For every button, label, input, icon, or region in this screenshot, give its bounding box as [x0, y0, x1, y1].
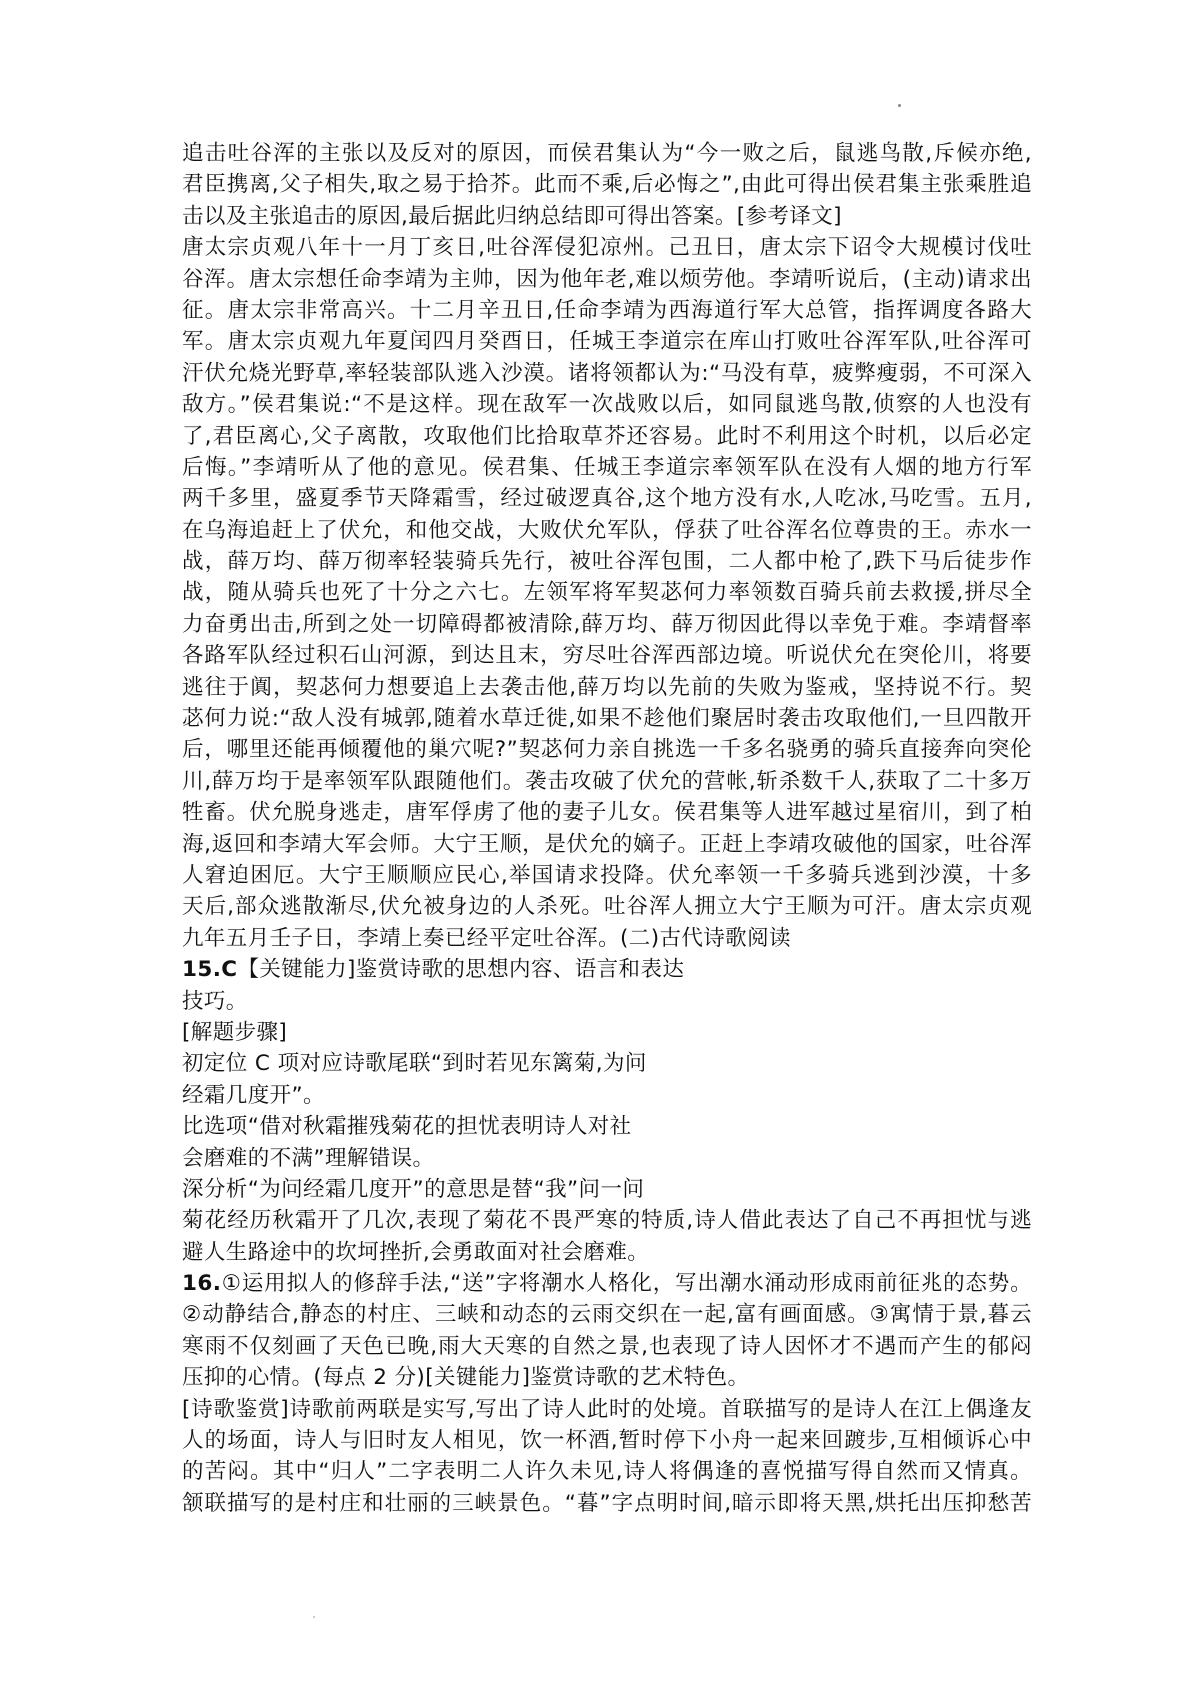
text-line: 人的场面，诗人与旧时友人相见，饮一杯酒,暂时停下小舟一起来回踱步,互相倾诉心中	[182, 1428, 1032, 1454]
text-line: 征。唐太宗非常高兴。十二月辛丑日,任命李靖为西海道行军大总管，指挥调度各路大	[182, 297, 1032, 323]
text-line	[182, 954, 1032, 985]
text-line: 唐太宗贞观八年十一月丁亥日,吐谷浑侵犯凉州。己丑日，唐太宗下诏令大规模讨伐吐	[182, 235, 1032, 261]
text-line: 比选项“借对秋霜摧残菊花的担忧表明诗人对社	[182, 1114, 632, 1140]
text-line: 逃往于阗，契苾何力想要追上去袭击他,薛万均以先前的失败为鉴戒，坚持说不行。契	[182, 674, 1032, 700]
text-line: 君臣携离,父子相失,取之易于拾芥。此而不乘,后必悔之”,由此可得出侯君集主张乘胜追	[182, 172, 1032, 198]
document-body	[182, 138, 1032, 1519]
text-line: 深分析“为问经霜几度开”的意思是替“我”问一问	[182, 1176, 645, 1202]
text-line: 菊花经历秋霜开了几次,表现了菊花不畏严寒的特质,诗人借此表达了自己不再担忧与逃	[182, 1208, 1032, 1234]
text-line: 敌方。”侯君集说:“不是这样。现在敌军一次战败以后，如同鼠逃鸟散,侦察的人也没有	[182, 392, 1032, 418]
text-line: 后，哪里还能再倾覆他的巢穴呢?”契苾何力亲自挑选一千多名骁勇的骑兵直接奔向突伦	[182, 737, 1032, 763]
text-line: 战，随从骑兵也死了十分之六七。左领军将军契苾何力率领数百骑兵前去救援,拼尽全	[182, 580, 1032, 606]
text-line: 力奋勇出击,所到之处一切障碍都被清除,薛万均、薛万彻因此得以幸免于难。李靖督率	[182, 611, 1032, 637]
text-line: 的苦闷。其中“归人”二字表明二人许久未见,诗人将偶逢的喜悦描写得自然而又情真。	[182, 1459, 1032, 1485]
text-line: 追击吐谷浑的主张以及反对的原因，而侯君集认为“今一败之后，鼠逃鸟散,斥候亦绝,	[182, 141, 1032, 166]
line-text: 【关键能力]鉴赏诗歌的思想内容、语言和表达	[237, 957, 685, 983]
text-line: 经霜几度开”。	[182, 1082, 325, 1108]
text-line: 人窘迫困厄。大宁王顺顺应民心,举国请求投降。伏允率领一千多骑兵逃到沙漠，十多	[182, 862, 1032, 888]
text-line: 战，薛万均、薛万彻率轻装骑兵先行，被吐谷浑包围，二人都中枪了,跌下马后徒步作	[182, 549, 1032, 575]
text-line: 谷浑。唐太宗想任命李靖为主帅，因为他年老,难以烦劳他。李靖听说后，(主动)请求出	[182, 266, 1032, 292]
text-line: 在乌海追赶上了伏允，和他交战，大败伏允军队，俘获了吐谷浑名位尊贵的王。赤水一	[182, 517, 1032, 543]
text-line: 苾何力说:“敌人没有城郭,随着水草迁徙,如果不趁他们聚居时袭击攻取他们,一旦四散开	[182, 706, 1032, 732]
text-line: 海,返回和李靖大军会师。大宁王顺，是伏允的嫡子。正赶上李靖攻破他的国家，吐谷浑	[182, 831, 1032, 857]
text-line: 压抑的心情。(每点 2 分)[关键能力]鉴赏诗歌的艺术特色。	[182, 1365, 750, 1391]
text-line: 初定位 C 项对应诗歌尾联“到时若见东篱菊,为问	[182, 1051, 647, 1077]
question-number: 16.	[182, 1271, 222, 1297]
text-line: [诗歌鉴赏]诗歌前两联是实写,写出了诗人此时的处境。首联描写的是诗人在江上偶逢友	[182, 1396, 1032, 1422]
text-line: 会磨难的不满”理解错误。	[182, 1145, 435, 1171]
text-line: 击以及主张追击的原因,最后据此归纳总结即可得出答案。[参考译文]	[182, 203, 842, 229]
text-line: 寒雨不仅刻画了天色已晚,雨大天寒的自然之景,也表现了诗人因怀才不遇而产生的郁闷	[182, 1333, 1032, 1359]
text-line: 颔联描写的是村庄和壮丽的三峡景色。“暮”字点明时间,暗示即将天黑,烘托出压抑愁苦	[182, 1490, 1032, 1516]
line-text: ①运用拟人的修辞手法,“送”字将潮水人格化，写出潮水涌动形成雨前征兆的态势。	[221, 1271, 1032, 1297]
text-line: 各路军队经过积石山河源，到达且末，穷尽吐谷浑西部边境。听说伏允在突伦川，将要	[182, 643, 1032, 669]
text-line: 军。唐太宗贞观九年夏闰四月癸酉日，任城王李道宗在库山打败吐谷浑军队,吐谷浑可	[182, 329, 1032, 355]
text-line: 了,君臣离心,父子离散，攻取他们比拾取草芥还容易。此时不利用这个时机，以后必定	[182, 423, 1032, 449]
text-line	[182, 1268, 1032, 1299]
text-line: 天后,部众逃散渐尽,伏允被身边的人杀死。吐谷浑人拥立大宁王顺为可汗。唐太宗贞观	[182, 894, 1032, 920]
text-line: 牲畜。伏允脱身逃走，唐军俘虏了他的妻子儿女。侯君集等人进军越过星宿川，到了柏	[182, 800, 1032, 826]
text-line: 两千多里，盛夏季节天降霜雪，经过破逻真谷,这个地方没有水,人吃冰,马吃雪。五月,	[182, 486, 1032, 512]
text-line: ②动静结合,静态的村庄、三峡和动态的云雨交织在一起,富有画面感。③寓情于景,暮云	[182, 1302, 1032, 1328]
text-line: 川,薛万均于是率领军队跟随他们。袭击攻破了伏允的营帐,斩杀数千人,获取了二十多万	[182, 768, 1032, 794]
text-line: 后悔。”李靖听从了他的意见。侯君集、任城王李道宗率领军队在没有人烟的地方行军	[182, 454, 1032, 480]
text-line: 九年五月壬子日，李靖上奏已经平定吐谷浑。(二)古代诗歌阅读	[182, 925, 791, 951]
text-line: 技巧。	[182, 988, 248, 1014]
text-line: 避人生路途中的坎坷挫折,会勇敢面对社会磨难。	[182, 1239, 650, 1265]
scan-speck-bottom	[313, 1616, 315, 1618]
text-line: 汗伏允烧光野草,率轻装部队逃入沙漠。诸将领都认为:“马没有草，疲弊瘦弱，不可深入	[182, 360, 1032, 386]
question-number: 15.C	[182, 957, 238, 983]
text-line: [解题步骤]	[182, 1019, 288, 1045]
scan-speck	[898, 104, 901, 107]
